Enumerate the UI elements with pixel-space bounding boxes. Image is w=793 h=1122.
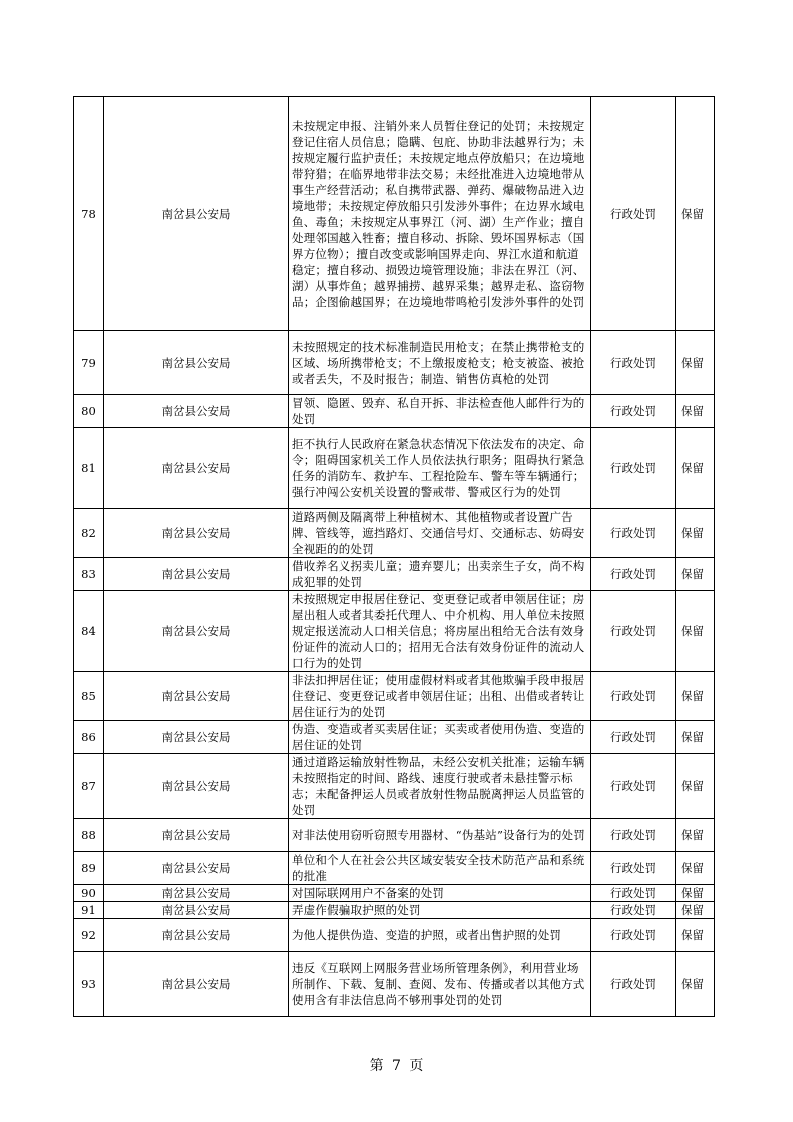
- row-number: 78: [74, 97, 104, 331]
- row-description: 对国际联网用户不备案的处罚: [289, 885, 591, 902]
- row-organization: 南岔县公安局: [104, 395, 289, 428]
- table-row: [74, 754, 715, 819]
- row-organization: 南岔县公安局: [104, 919, 289, 952]
- row-description: 弄虚作假骗取护照的处罚: [289, 902, 591, 919]
- row-status: 保留: [676, 428, 715, 509]
- row-type: 行政处罚: [591, 428, 676, 509]
- row-organization: 南岔县公安局: [104, 952, 289, 1017]
- row-organization: 南岔县公安局: [104, 819, 289, 852]
- row-type: 行政处罚: [591, 558, 676, 591]
- row-description: 道路两侧及隔离带上种植树木、其他植物或者设置广告牌、管线等，遮挡路灯、交通信号灯、交通标志、妨碍安全视距的的处罚: [289, 509, 591, 558]
- table-row: [74, 331, 715, 395]
- table-row: [74, 721, 715, 754]
- row-description: 伪造、变造或者买卖居住证；买卖或者使用伪造、变造的居住证的处罚: [289, 721, 591, 754]
- row-description: 借收养名义拐卖儿童；遗弃婴儿；出卖亲生子女，尚不构成犯罪的处罚: [289, 558, 591, 591]
- row-description: 拒不执行人民政府在紧急状态情况下依法发布的决定、命令；阻碍国家机关工作人员依法执行职务；阻碍执行紧急任务的消防车、救护车、工程抢险车、警车等车辆通行；强行冲闯公安机关设置的警戒带、警戒区行为的处罚: [289, 428, 591, 509]
- row-status: 保留: [676, 395, 715, 428]
- row-description: 未按照规定的技术标准制造民用枪支；在禁止携带枪支的区域、场所携带枪支；不上缴报废枪支；枪支被盗、被抢或者丢失，不及时报告；制造、销售仿真枪的处罚: [289, 331, 591, 395]
- row-number: 84: [74, 591, 104, 672]
- row-status: 保留: [676, 819, 715, 852]
- row-description: 通过道路运输放射性物品，未经公安机关批准；运输车辆未按照指定的时间、路线、速度行驶或者未悬挂警示标志；未配备押运人员或者放射性物品脱离押运人员监管的处罚: [289, 754, 591, 819]
- row-organization: 南岔县公安局: [104, 558, 289, 591]
- row-number: 88: [74, 819, 104, 852]
- row-number: 85: [74, 672, 104, 721]
- table-row: [74, 97, 715, 331]
- row-type: 行政处罚: [591, 672, 676, 721]
- row-description: 为他人提供伪造、变造的护照，或者出售护照的处罚: [289, 919, 591, 952]
- row-status: 保留: [676, 754, 715, 819]
- row-description: 未按规定申报、注销外来人员暂住登记的处罚；未按规定登记住宿人员信息；隐瞒、包庇、协助非法越界行为；未按规定履行监护责任；未按规定地点停放船只；在边境地带狩猎；在临界地带非法交易；未经批准进入边境地带从事生产经营活动；私自携带武器、弹药、爆破物品进入边境地带；未按规定停放船只引发涉外事件；在边界水域电鱼、毒鱼；未按规定从事界江（河、湖）生产作业；擅自处理邻国越入牲畜；擅自移动、拆除、毁坏国界标志（国界方位物）；擅自改变或影响国界走向、界江水道和航道稳定；擅自移动、损毁边境管理设施；非法在界江（河、湖）从事炸鱼；越界捕捞、越界采集；越界走私、盗窃物品；企图偷越国界；在边境地带鸣枪引发涉外事件的处罚: [289, 97, 591, 331]
- row-description: 单位和个人在社会公共区域安装安全技术防范产品和系统的批准: [289, 852, 591, 885]
- row-number: 81: [74, 428, 104, 509]
- row-organization: 南岔县公安局: [104, 591, 289, 672]
- row-organization: 南岔县公安局: [104, 428, 289, 509]
- row-number: 91: [74, 902, 104, 919]
- row-status: 保留: [676, 952, 715, 1017]
- row-organization: 南岔县公安局: [104, 721, 289, 754]
- row-status: 保留: [676, 558, 715, 591]
- row-status: 保留: [676, 902, 715, 919]
- row-type: 行政处罚: [591, 919, 676, 952]
- row-description: 非法扣押居住证；使用虚假材料或者其他欺骗手段申报居住登记、变更登记或者申领居住证；出租、出借或者转让居住证行为的处罚: [289, 672, 591, 721]
- page-prefix: 第: [369, 1058, 384, 1074]
- items-table: [73, 96, 715, 1017]
- row-status: 保留: [676, 852, 715, 885]
- table-row: [74, 819, 715, 852]
- row-type: 行政处罚: [591, 509, 676, 558]
- table-row: [74, 952, 715, 1017]
- row-description: 对非法使用窃听窃照专用器材、“伪基站”设备行为的处罚: [289, 819, 591, 852]
- row-organization: 南岔县公安局: [104, 852, 289, 885]
- row-type: 行政处罚: [591, 852, 676, 885]
- row-organization: 南岔县公安局: [104, 754, 289, 819]
- table-row: [74, 672, 715, 721]
- row-description: 未按照规定申报居住登记、变更登记或者申领居住证；房屋出租人或者其委托代理人、中介机构、用人单位未按照规定报送流动人口相关信息；将房屋出租给无合法有效身份证件的流动人口的；招用无合法有效身份证件的流动人口行为的处罚: [289, 591, 591, 672]
- row-number: 79: [74, 331, 104, 395]
- row-number: 89: [74, 852, 104, 885]
- row-number: 83: [74, 558, 104, 591]
- table-row: [74, 591, 715, 672]
- row-status: 保留: [676, 97, 715, 331]
- row-number: 87: [74, 754, 104, 819]
- row-type: 行政处罚: [591, 754, 676, 819]
- row-status: 保留: [676, 919, 715, 952]
- table-row: [74, 509, 715, 558]
- row-organization: 南岔县公安局: [104, 331, 289, 395]
- row-number: 82: [74, 509, 104, 558]
- table-body: [74, 97, 715, 1017]
- row-status: 保留: [676, 509, 715, 558]
- row-organization: 南岔县公安局: [104, 509, 289, 558]
- row-type: 行政处罚: [591, 395, 676, 428]
- row-status: 保留: [676, 885, 715, 902]
- row-type: 行政处罚: [591, 902, 676, 919]
- row-status: 保留: [676, 721, 715, 754]
- row-number: 93: [74, 952, 104, 1017]
- table-row: [74, 428, 715, 509]
- row-status: 保留: [676, 672, 715, 721]
- row-type: 行政处罚: [591, 591, 676, 672]
- row-type: 行政处罚: [591, 331, 676, 395]
- row-organization: 南岔县公安局: [104, 97, 289, 331]
- row-number: 86: [74, 721, 104, 754]
- row-type: 行政处罚: [591, 885, 676, 902]
- page-number: 7: [392, 1058, 401, 1074]
- row-description: 违反《互联网上网服务营业场所管理条例》，利用营业场所制作、下载、复制、查阅、发布、传播或者以其他方式使用含有非法信息尚不够刑事处罚的处罚: [289, 952, 591, 1017]
- row-type: 行政处罚: [591, 952, 676, 1017]
- table-row: [74, 885, 715, 902]
- row-type: 行政处罚: [591, 819, 676, 852]
- row-number: 92: [74, 919, 104, 952]
- row-number: 80: [74, 395, 104, 428]
- table-row: [74, 395, 715, 428]
- table-row: [74, 852, 715, 885]
- row-type: 行政处罚: [591, 97, 676, 331]
- page-footer: [0, 1055, 793, 1075]
- row-status: 保留: [676, 331, 715, 395]
- row-organization: 南岔县公安局: [104, 885, 289, 902]
- row-organization: 南岔县公安局: [104, 902, 289, 919]
- page-suffix: 页: [409, 1058, 424, 1074]
- row-description: 冒领、隐匿、毁弃、私自开拆、非法检查他人邮件行为的处罚: [289, 395, 591, 428]
- table-row: [74, 919, 715, 952]
- table-row: [74, 558, 715, 591]
- row-type: 行政处罚: [591, 721, 676, 754]
- table-row: [74, 902, 715, 919]
- row-organization: 南岔县公安局: [104, 672, 289, 721]
- row-number: 90: [74, 885, 104, 902]
- row-status: 保留: [676, 591, 715, 672]
